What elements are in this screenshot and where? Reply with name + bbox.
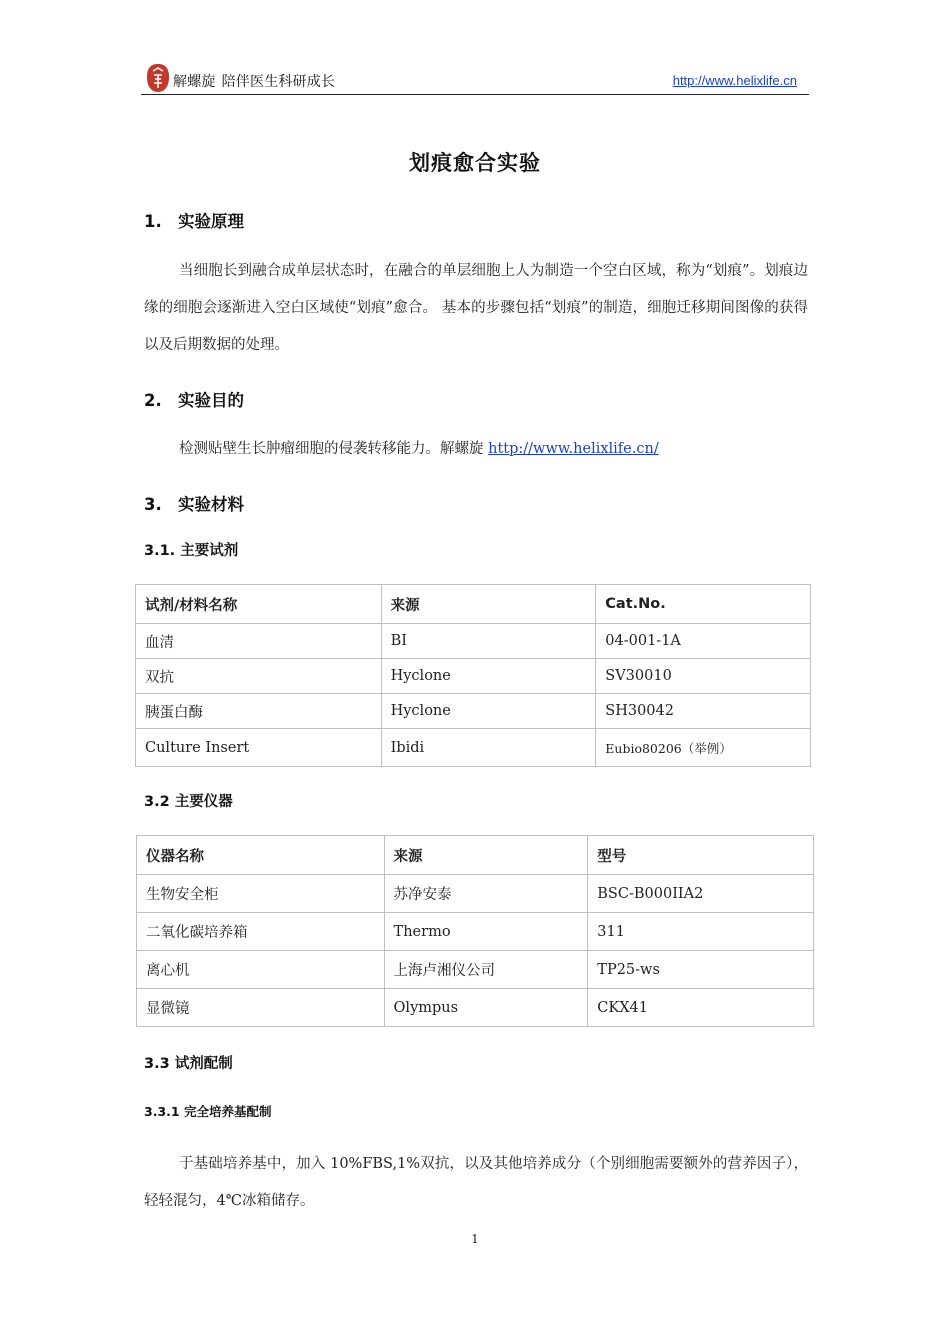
- section-2-text: 检测贴壁生长肿瘤细胞的侵袭转移能力。解螺旋: [179, 441, 484, 457]
- table-cell: Hyclone: [381, 694, 596, 729]
- table-header-cell: 来源: [384, 836, 588, 875]
- table-cell: Eubio80206（举例）: [596, 729, 811, 767]
- section-2-heading: [144, 387, 244, 411]
- section-3-3-heading: 3.3 试剂配制: [144, 1056, 233, 1072]
- table-cell: 311: [588, 913, 814, 951]
- table-cell: Ibidi: [381, 729, 596, 767]
- section-1-paragraph: 当细胞长到融合成单层状态时，在融合的单层细胞上人为制造一个空白区域，称为“划痕”。划痕边缘的细胞会逐渐进入空白区域使“划痕”愈合。 基本的步骤包括“划痕”的制造，细胞迁移期间图像的获得以及后期数据的处理。: [144, 263, 808, 353]
- section-3-1-heading: 3.1. 主要试剂: [144, 543, 239, 559]
- table-cell: CKX41: [588, 989, 814, 1027]
- table-cell: Hyclone: [381, 659, 596, 694]
- table-cell: 离心机: [137, 951, 385, 989]
- brand-name: 解螺旋: [173, 74, 216, 90]
- table-cell: SH30042: [596, 694, 811, 729]
- table-header-row: [137, 836, 814, 875]
- section-1-number: 1.: [144, 212, 162, 231]
- table-cell: BI: [381, 624, 596, 659]
- section-3-heading: [144, 491, 244, 515]
- table-cell: 双抗: [136, 659, 382, 694]
- table-cell: 血清: [136, 624, 382, 659]
- section-3-2-heading: 3.2 主要仪器: [144, 794, 233, 810]
- table-row: [136, 659, 811, 694]
- table-header-cell: Cat.No.: [596, 585, 811, 624]
- section-2-number: 2.: [144, 391, 162, 410]
- table-header-cell: 来源: [381, 585, 596, 624]
- page-header: [141, 60, 809, 95]
- page-title: 划痕愈合实验: [409, 151, 541, 175]
- page-number: 1: [471, 1232, 479, 1246]
- table-header-cell: 仪器名称: [137, 836, 385, 875]
- table-header-cell: 试剂/材料名称: [136, 585, 382, 624]
- header-url-link[interactable]: http://www.helixlife.cn: [672, 73, 797, 88]
- table-cell: 显微镜: [137, 989, 385, 1027]
- table-cell: 苏净安泰: [384, 875, 588, 913]
- table-row: [136, 729, 811, 767]
- section-2-title: 实验目的: [178, 391, 244, 410]
- instruments-table: [136, 835, 814, 1027]
- table-header-cell: 型号: [588, 836, 814, 875]
- section-1-heading: [144, 208, 244, 232]
- section-3-number: 3.: [144, 495, 162, 514]
- table-cell: 上海卢湘仪公司: [384, 951, 588, 989]
- brand-slogan: 陪伴医生科研成长: [221, 74, 336, 90]
- helix-logo-icon: [146, 63, 170, 93]
- table-header-row: [136, 585, 811, 624]
- table-row: [137, 875, 814, 913]
- table-row: [137, 951, 814, 989]
- reagents-table: [135, 584, 811, 767]
- table-row: [137, 913, 814, 951]
- table-cell: 胰蛋白酶: [136, 694, 382, 729]
- table-row: [136, 624, 811, 659]
- section-3-title: 实验材料: [178, 495, 244, 514]
- brand-text: [173, 71, 335, 91]
- section-3-3-1-heading: 3.3.1 完全培养基配制: [144, 1104, 272, 1119]
- table-cell: SV30010: [596, 659, 811, 694]
- table-cell: BSC-B000IIA2: [588, 875, 814, 913]
- table-cell: TP25-ws: [588, 951, 814, 989]
- section-1-title: 实验原理: [178, 212, 244, 231]
- table-cell: 04-001-1A: [596, 624, 811, 659]
- table-row: [136, 694, 811, 729]
- table-cell: Olympus: [384, 989, 588, 1027]
- section-2-paragraph: [144, 431, 808, 468]
- table-cell: Culture Insert: [136, 729, 382, 767]
- table-cell: 二氧化碳培养箱: [137, 913, 385, 951]
- table-row: [137, 989, 814, 1027]
- table-cell: Thermo: [384, 913, 588, 951]
- helixlife-link[interactable]: http://www.helixlife.cn/: [488, 441, 659, 457]
- section-3-3-1-paragraph: 于基础培养基中，加入 10%FBS,1%双抗，以及其他培养成分（个别细胞需要额外的营养因子），轻轻混匀，4℃冰箱储存。: [144, 1156, 808, 1209]
- table-cell: 生物安全柜: [137, 875, 385, 913]
